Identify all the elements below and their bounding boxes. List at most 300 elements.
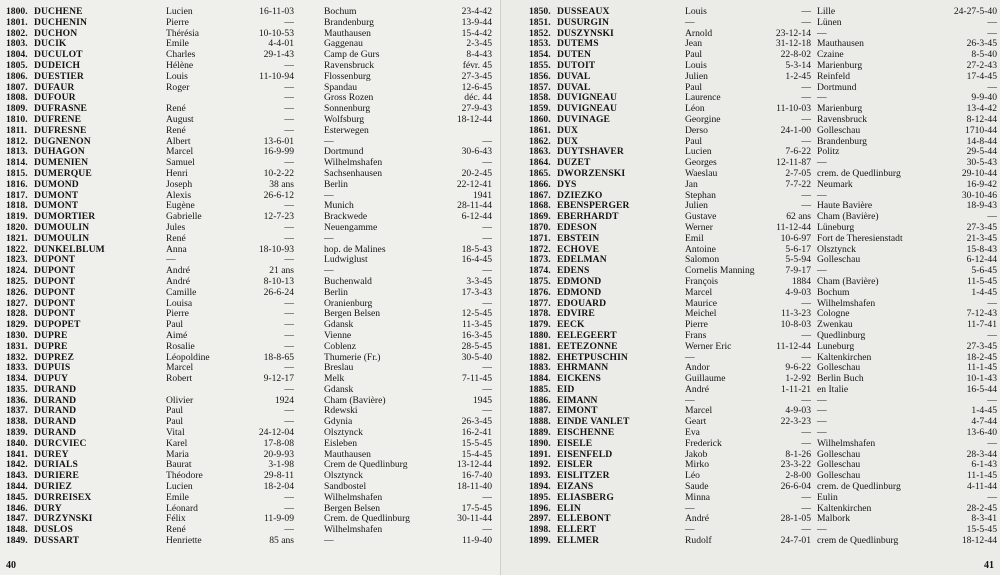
death-place: Ravensbruck <box>817 113 868 125</box>
first-name: Frans <box>685 329 707 341</box>
first-name: Marcel <box>685 405 713 417</box>
surname: DURY <box>34 502 62 514</box>
surname: DUSSEAUX <box>557 6 610 17</box>
death-place: crem de Quedlinburg <box>817 535 899 547</box>
first-name: Hélène <box>166 59 194 71</box>
entry-number: 1834. <box>6 373 28 385</box>
entry-number: 1824. <box>6 265 28 277</box>
list-item <box>0 277 500 288</box>
surname: DUMOND <box>34 178 79 190</box>
birth-date: — <box>284 405 294 417</box>
first-name: Joseph <box>166 178 193 190</box>
death-date: 2-3-45 <box>466 38 492 50</box>
death-date: 26-3-45 <box>461 416 492 428</box>
first-name: Stephan <box>685 189 716 201</box>
surname: DUMONT <box>34 200 79 212</box>
entry-number: 1876. <box>529 286 551 298</box>
entry-number: 1812. <box>6 135 28 147</box>
surname: EISLER <box>557 459 593 471</box>
death-place: Cham (Bavière) <box>324 394 386 406</box>
surname: DURAND <box>34 427 77 439</box>
first-name: Julien <box>685 200 708 212</box>
death-place: Ludwiglust <box>324 254 368 266</box>
death-date: 1941 <box>472 189 492 201</box>
first-name: Jules <box>166 221 186 233</box>
death-place: Brandenburg <box>324 16 374 28</box>
birth-date: — <box>284 124 294 136</box>
death-place: Marienburg <box>817 59 863 71</box>
death-place: Cologne <box>817 308 850 320</box>
surname: EDELMAN <box>557 254 607 266</box>
death-date: 18-12-44 <box>456 113 492 125</box>
first-name: Jean <box>685 38 703 50</box>
death-date: 15-8-43 <box>966 243 997 255</box>
birth-date: — <box>284 297 294 309</box>
birth-date: — <box>284 113 294 125</box>
death-place: Olsztynck <box>324 427 363 439</box>
entry-number: 1836. <box>6 394 28 406</box>
first-name: Pierre <box>166 308 189 320</box>
list-item <box>0 245 500 256</box>
death-date: — <box>987 211 997 223</box>
surname: DUMERQUE <box>34 167 92 179</box>
death-date: — <box>987 329 997 341</box>
entry-number: 1819. <box>6 211 28 223</box>
birth-date: — <box>284 524 294 536</box>
surname: EIMONT <box>557 405 598 417</box>
first-name: Rudolf <box>685 535 712 547</box>
birth-date: — <box>284 81 294 93</box>
birth-date: — <box>801 329 811 341</box>
death-place: Bochum <box>324 6 357 17</box>
birth-date: 38 ans <box>269 178 294 190</box>
death-date: 15-4-42 <box>461 27 492 39</box>
list-item <box>501 374 1000 385</box>
entry-number: 1829. <box>6 319 28 331</box>
death-place: — <box>817 92 827 104</box>
birth-date: — <box>284 502 294 514</box>
first-name: Aimé <box>166 329 188 341</box>
entry-number: 1885. <box>529 383 551 395</box>
surname: EISLITZER <box>557 470 610 482</box>
death-place: Wilhelmshafen <box>324 157 383 169</box>
entry-number: 1864. <box>529 157 551 169</box>
birth-date: 11-12-44 <box>776 221 811 233</box>
death-date: 16-5-44 <box>966 383 997 395</box>
death-place: Mauthausen <box>324 27 371 39</box>
first-name: Henri <box>166 167 188 179</box>
death-date: 17-5-45 <box>461 502 492 514</box>
entry-number: 1835. <box>6 383 28 395</box>
entry-number: 1847. <box>6 513 28 525</box>
death-date: 28-11-44 <box>457 200 492 212</box>
entry-number: 1814. <box>6 157 28 169</box>
first-name: Baurat <box>166 459 192 471</box>
entry-number: 2897. <box>529 513 551 525</box>
list-item <box>501 180 1000 191</box>
list-item <box>0 493 500 504</box>
first-name: Lucien <box>166 6 193 17</box>
birth-date: — <box>284 383 294 395</box>
death-date: 1-4-45 <box>971 286 997 298</box>
entry-number: 1833. <box>6 362 28 374</box>
first-name: Vital <box>166 427 185 439</box>
entry-number: 1849. <box>6 535 28 547</box>
first-name: Pierre <box>685 319 708 331</box>
entry-number: 1863. <box>529 146 551 158</box>
left-page-list <box>0 7 500 547</box>
death-place: Golleschau <box>817 459 861 471</box>
death-place: Brackwede <box>324 211 368 223</box>
death-date: 30-10-46 <box>961 189 997 201</box>
death-place: Crem. de Quedlinburg <box>324 513 410 525</box>
birth-date: — <box>801 491 811 503</box>
surname: ELIASBERG <box>557 491 614 503</box>
birth-date: — <box>801 351 811 363</box>
first-name: Charles <box>166 49 196 61</box>
first-name: Louisa <box>166 297 193 309</box>
death-date: 15-4-45 <box>461 448 492 460</box>
entry-number: 1858. <box>529 92 551 104</box>
right-page-list <box>501 7 1000 547</box>
entry-number: 1832. <box>6 351 28 363</box>
death-place: Wilhelmshafen <box>817 297 876 309</box>
birth-date: — <box>284 254 294 266</box>
death-date: 18-5-43 <box>461 243 492 255</box>
surname: EHRMANN <box>557 362 609 374</box>
death-place: Golleschau <box>817 362 861 374</box>
surname: DURAND <box>34 416 77 428</box>
birth-date: — <box>801 16 811 28</box>
first-name: Laurence <box>685 92 721 104</box>
death-date: 30-5-40 <box>461 351 492 363</box>
death-place: Czaine <box>817 49 844 61</box>
birth-date: — <box>801 427 811 439</box>
surname: DUVIGNEAU <box>557 103 618 115</box>
entry-number: 1813. <box>6 146 28 158</box>
surname: DUMOULIN <box>34 221 90 233</box>
death-place: Wolfsburg <box>324 113 365 125</box>
birth-date: 29-1-43 <box>263 49 294 61</box>
death-place: Bergen Belsen <box>324 308 381 320</box>
surname: DUESTIER <box>34 70 84 82</box>
death-place: Melk <box>324 373 345 385</box>
birth-date: — <box>284 491 294 503</box>
surname: EELEGEERT <box>557 329 617 341</box>
death-date: 24-27-5-40 <box>953 6 997 17</box>
death-date: 7-12-43 <box>966 308 997 320</box>
death-date: 16-3-45 <box>461 329 492 341</box>
entry-number: 1889. <box>529 427 551 439</box>
death-place: Brandenburg <box>817 135 867 147</box>
entry-number: 1818. <box>6 200 28 212</box>
death-date: 27-3-45 <box>966 221 997 233</box>
first-name: Thérésia <box>166 27 200 39</box>
first-name: Olivier <box>166 394 194 406</box>
death-place: crem. de Quedlinburg <box>817 481 901 493</box>
death-date: 1-4-45 <box>971 405 997 417</box>
birth-date: — <box>284 308 294 320</box>
entry-number: 1875. <box>529 275 551 287</box>
first-name: Camille <box>166 286 197 298</box>
first-name: Emile <box>166 491 189 503</box>
death-date: 4-7-44 <box>971 416 997 428</box>
death-place: — <box>817 394 827 406</box>
surname: EETEZONNE <box>557 340 618 352</box>
entry-number: 1801. <box>6 16 28 28</box>
birth-date: 1884 <box>791 275 811 287</box>
death-place: Golleschau <box>817 448 861 460</box>
death-date: 27-2-43 <box>966 59 997 71</box>
birth-date: 11-10-94 <box>259 70 294 82</box>
birth-date: 1-11-21 <box>780 383 811 395</box>
entry-number: 1845. <box>6 491 28 503</box>
first-name: Werner Eric <box>685 340 732 352</box>
entry-number: 1840. <box>6 437 28 449</box>
death-date: 11-1-45 <box>966 362 997 374</box>
entry-number: 1825. <box>6 275 28 287</box>
surname: DUSSART <box>34 535 80 547</box>
death-place: Spandau <box>324 81 358 93</box>
death-place: Quedlinburg <box>817 329 866 341</box>
list-item <box>501 536 1000 547</box>
death-place: Vienne <box>324 329 352 341</box>
entry-number: 1826. <box>6 286 28 298</box>
birth-date: 11-12-44 <box>776 340 811 352</box>
first-name: Pierre <box>166 16 189 28</box>
death-date: 28-2-45 <box>966 502 997 514</box>
first-name: Antoine <box>685 243 716 255</box>
first-name: Henriette <box>166 535 202 547</box>
first-name: Waeslau <box>685 167 718 179</box>
entry-number: 1811. <box>6 124 28 136</box>
page-number: 40 <box>6 560 16 571</box>
first-name: — <box>685 16 695 28</box>
entry-number: 1898. <box>529 524 551 536</box>
death-place: — <box>817 265 827 277</box>
first-name: Louis <box>685 59 707 71</box>
death-date: — <box>987 81 997 93</box>
list-item <box>0 234 500 245</box>
surname: DUVINAGE <box>557 113 611 125</box>
birth-date: — <box>801 6 811 17</box>
first-name: Emil <box>685 232 704 244</box>
surname: DUSURGIN <box>557 16 609 28</box>
birth-date: 29-8-11 <box>263 470 294 482</box>
birth-date: 24-12-04 <box>258 427 294 439</box>
death-place: Dortmund <box>817 81 857 93</box>
death-date: 27-3-45 <box>966 340 997 352</box>
surname: EHETPUSCHIN <box>557 351 628 363</box>
surname: DUCHENIN <box>34 16 88 28</box>
death-place: Kaltenkirchen <box>817 351 872 363</box>
surname: EDMOND <box>557 286 602 298</box>
first-name: Werner <box>685 221 713 233</box>
first-name: Karel <box>166 437 188 449</box>
entry-number: 1821. <box>6 232 28 244</box>
death-place: Thumerie (Fr.) <box>324 351 381 363</box>
entry-number: 1872. <box>529 243 551 255</box>
birth-date: 85 ans <box>269 535 294 547</box>
birth-date: 5-5-94 <box>785 254 811 266</box>
surname: EECK <box>557 319 585 331</box>
surname: DUYTSHAVER <box>557 146 624 158</box>
death-date: — <box>482 524 492 536</box>
first-name: Anna <box>166 243 187 255</box>
death-place: Eisleben <box>324 437 358 449</box>
entry-number: 1800. <box>6 6 28 17</box>
entry-number: 1803. <box>6 38 28 50</box>
first-name: Georgine <box>685 113 721 125</box>
death-date: 12-5-45 <box>461 308 492 320</box>
first-name: Georges <box>685 157 717 169</box>
surname: DUFOUR <box>34 92 76 104</box>
surname: DUCULOT <box>34 49 83 61</box>
surname: DUMORTIER <box>34 211 96 223</box>
birth-date: 28-1-05 <box>780 513 811 525</box>
birth-date: 9-6-22 <box>785 362 811 374</box>
death-date: 8-4-43 <box>466 49 492 61</box>
birth-date: — <box>284 232 294 244</box>
list-item <box>0 536 500 547</box>
first-name: — <box>685 351 695 363</box>
birth-date: — <box>801 189 811 201</box>
first-name: Marcel <box>166 146 194 158</box>
death-date: déc. 44 <box>464 92 492 104</box>
entry-number: 1855. <box>529 59 551 71</box>
first-name: Robert <box>166 373 193 385</box>
birth-date: — <box>801 437 811 449</box>
birth-date: — <box>801 92 811 104</box>
entry-number: 1843. <box>6 470 28 482</box>
surname: ELLMER <box>557 535 600 547</box>
first-name: Salomon <box>685 254 720 266</box>
first-name: François <box>685 275 719 287</box>
birth-date: 3-1-98 <box>268 459 294 471</box>
surname: DUMOULIN <box>34 232 90 244</box>
death-place: Ravensbruck <box>324 59 375 71</box>
first-name: August <box>166 113 194 125</box>
first-name: — <box>685 524 695 536</box>
death-place: hop. de Malines <box>324 243 386 255</box>
death-date: 22-12-41 <box>456 178 492 190</box>
list-item <box>501 18 1000 29</box>
first-name: Lucien <box>685 146 712 158</box>
death-place: Dortmund <box>324 146 364 158</box>
first-name: Rosalie <box>166 340 195 352</box>
death-place: Neuengamme <box>324 221 378 233</box>
birth-date: 18-2-04 <box>263 481 294 493</box>
first-name: André <box>685 383 709 395</box>
birth-date: 22-3-23 <box>780 416 811 428</box>
death-place: Reinfeld <box>817 70 851 82</box>
entry-number: 1810. <box>6 113 28 125</box>
surname: ELLEBONT <box>557 513 611 525</box>
first-name: — <box>685 394 695 406</box>
death-place: Wilhelmshafen <box>324 524 383 536</box>
birth-date: 11-9-09 <box>263 513 294 525</box>
entry-number: 1850. <box>529 6 551 17</box>
death-place: Camp de Gurs <box>324 49 380 61</box>
death-date: 29-5-44 <box>966 146 997 158</box>
entry-number: 1831. <box>6 340 28 352</box>
birth-date: 12-11-87 <box>776 157 811 169</box>
list-item <box>0 266 500 277</box>
birth-date: 1924 <box>274 394 294 406</box>
entry-number: 1852. <box>529 27 551 39</box>
entry-number: 1865. <box>529 167 551 179</box>
birth-date: 1-2-45 <box>785 70 811 82</box>
entry-number: 1880. <box>529 329 551 341</box>
first-name: Louis <box>685 6 707 17</box>
first-name: Mirko <box>685 459 709 471</box>
first-name: Jakob <box>685 448 708 460</box>
list-item <box>0 18 500 29</box>
first-name: Paul <box>685 49 703 61</box>
death-date: 6-12-44 <box>966 254 997 266</box>
death-date: — <box>482 135 492 147</box>
entry-number: 1837. <box>6 405 28 417</box>
entry-number: 1807. <box>6 81 28 93</box>
death-date: — <box>482 221 492 233</box>
birth-date: 18-10-93 <box>258 243 294 255</box>
death-place: Lüneburg <box>817 221 855 233</box>
death-date: 26-3-45 <box>966 38 997 50</box>
entry-number: 1877. <box>529 297 551 309</box>
surname: DUFAUR <box>34 81 75 93</box>
surname: DUVAL <box>557 81 591 93</box>
surname: DUTOIT <box>557 59 596 71</box>
birth-date: 4-9-03 <box>785 286 811 298</box>
death-date: 16-2-41 <box>461 427 492 439</box>
first-name: Paul <box>166 405 184 417</box>
first-name: Marcel <box>685 286 713 298</box>
first-name: Andor <box>685 362 710 374</box>
birth-date: — <box>284 16 294 28</box>
entry-number: 1890. <box>529 437 551 449</box>
entry-number: 1817. <box>6 189 28 201</box>
surname: DUFRENE <box>34 113 82 125</box>
surname: ELLERT <box>557 524 597 536</box>
birth-date: 24-1-00 <box>780 124 811 136</box>
first-name: Samuel <box>166 157 195 169</box>
death-place: Gdynia <box>324 416 353 428</box>
surname: EISENFELD <box>557 448 613 460</box>
entry-number: 1894. <box>529 481 551 493</box>
entry-number: 1802. <box>6 27 28 39</box>
death-place: Wilhelmshafen <box>817 437 876 449</box>
entry-number: 1886. <box>529 394 551 406</box>
death-place: Neumark <box>817 178 853 190</box>
death-date: 18-11-40 <box>457 481 492 493</box>
entry-number: 1866. <box>529 178 551 190</box>
death-date: 27-9-43 <box>461 103 492 115</box>
first-name: Guillaume <box>685 373 726 385</box>
first-name: Félix <box>166 513 186 525</box>
entry-number: 1896. <box>529 502 551 514</box>
death-place: Haute Bavière <box>817 200 873 212</box>
entry-number: 1888. <box>529 416 551 428</box>
surname: DUNKELBLUM <box>34 243 105 255</box>
entry-number: 1887. <box>529 405 551 417</box>
birth-date: 16-11-03 <box>259 6 294 17</box>
surname: EINDE VANLET <box>557 416 630 428</box>
entry-number: 1846. <box>6 502 28 514</box>
entry-number: 1867. <box>529 189 551 201</box>
surname: DUPONT <box>34 254 76 266</box>
death-place: — <box>324 135 334 147</box>
death-date: 17-4-45 <box>966 70 997 82</box>
